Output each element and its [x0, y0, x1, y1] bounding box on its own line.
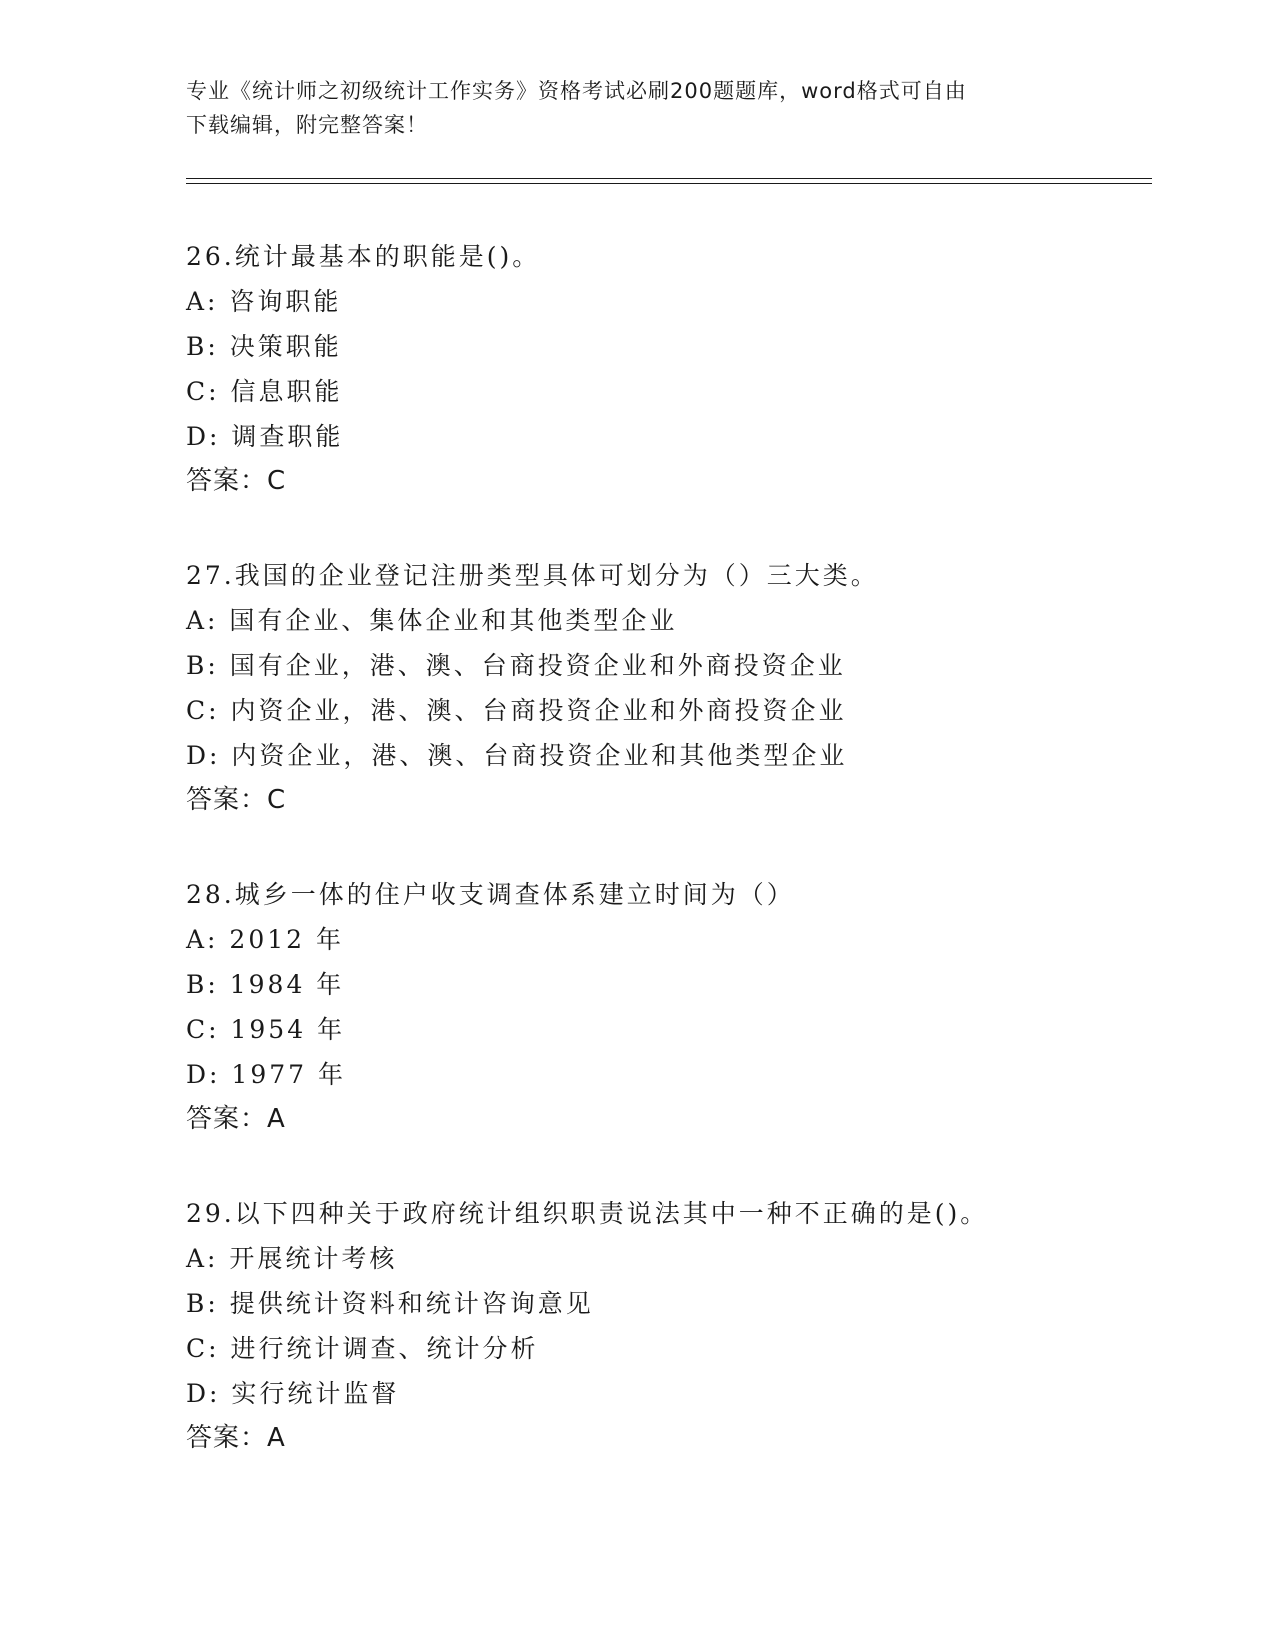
- option-d: D: 调查职能: [186, 422, 344, 451]
- answer-label: 答案：A: [186, 1104, 286, 1134]
- header-divider-bottom: [186, 183, 1152, 184]
- question-block: [186, 872, 1176, 1142]
- option-d: D: 内资企业，港、澳、台商投资企业和其他类型企业: [186, 741, 848, 770]
- option-b: B: 提供统计资料和统计咨询意见: [186, 1289, 594, 1318]
- question-block: [186, 1191, 1176, 1461]
- option-c: C: 1954 年: [186, 1015, 346, 1044]
- option-a: A: 开展统计考核: [186, 1244, 398, 1273]
- answer-label: 答案：C: [186, 785, 287, 815]
- question-stem: 29.以下四种关于政府统计组织职责说法其中一种不正确的是()。: [186, 1199, 989, 1228]
- option-b: B: 决策职能: [186, 332, 342, 361]
- question-stem: 28.城乡一体的住户收支调查体系建立时间为（）: [186, 880, 795, 909]
- header-divider-top: [186, 178, 1152, 179]
- option-d: D: 1977 年: [186, 1060, 346, 1089]
- option-c: C: 进行统计调查、统计分析: [186, 1334, 539, 1363]
- question-stem: 27.我国的企业登记注册类型具体可划分为（）三大类。: [186, 561, 879, 590]
- document-header: [186, 74, 1066, 142]
- option-a: A: 2012 年: [186, 925, 344, 954]
- option-a: A: 国有企业、集体企业和其他类型企业: [186, 606, 678, 635]
- answer-label: 答案：C: [186, 466, 287, 496]
- question-block: [186, 234, 1176, 504]
- option-b: B: 国有企业，港、澳、台商投资企业和外商投资企业: [186, 651, 846, 680]
- option-a: A: 咨询职能: [186, 287, 342, 316]
- option-c: C: 内资企业，港、澳、台商投资企业和外商投资企业: [186, 696, 847, 725]
- question-block: [186, 553, 1176, 823]
- header-line-2: 下载编辑，附完整答案！: [186, 113, 428, 137]
- header-line-1: 专业《统计师之初级统计工作实务》资格考试必刷200题题库，word格式可自由: [186, 79, 967, 103]
- option-c: C: 信息职能: [186, 377, 343, 406]
- answer-label: 答案：A: [186, 1423, 286, 1453]
- question-stem: 26.统计最基本的职能是()。: [186, 242, 541, 271]
- option-d: D: 实行统计监督: [186, 1379, 400, 1408]
- option-b: B: 1984 年: [186, 970, 345, 999]
